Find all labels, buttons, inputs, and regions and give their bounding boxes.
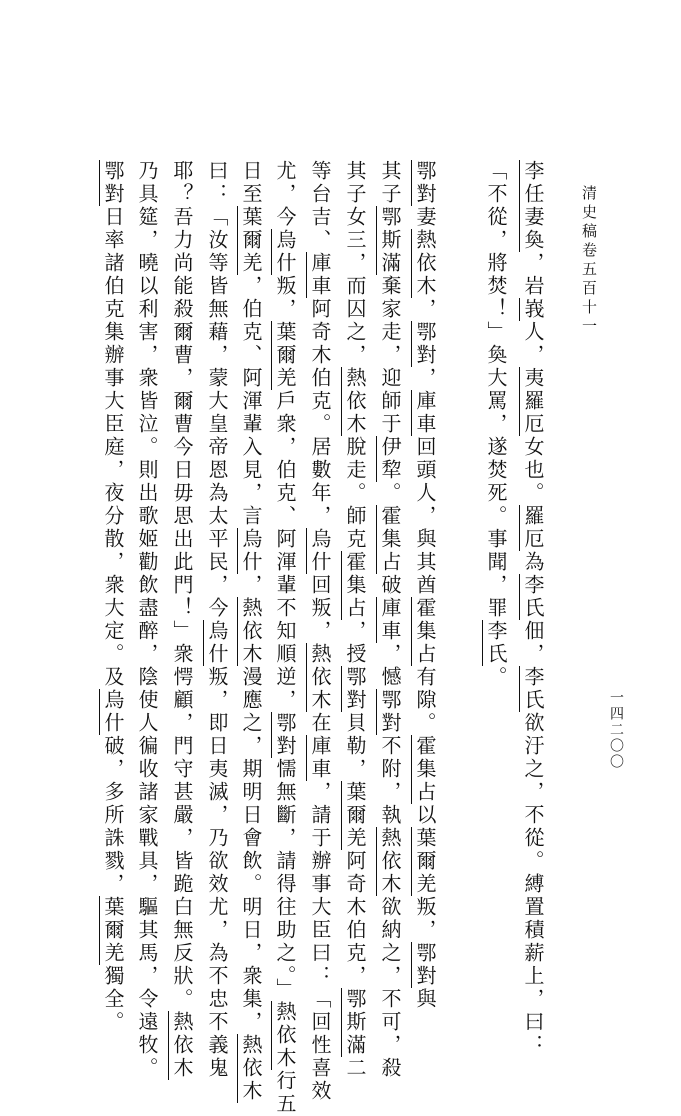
text-run: ，: [521, 252, 545, 275]
text-run: 人，: [521, 321, 545, 367]
text-run: ，伯克、阿渾輩入見，言: [239, 275, 263, 528]
text-run: 叛，即日夷滅，乃欲效尤，為不忠不義鬼: [205, 666, 229, 1080]
text-run: ，: [239, 574, 263, 597]
text-run: 。: [378, 482, 402, 505]
proper-name: 熱依木: [170, 1011, 194, 1080]
proper-name: 熱依木: [308, 643, 332, 712]
text-run: 回頭人，與其酋: [413, 436, 437, 597]
proper-name: 庫車: [413, 390, 437, 436]
text-run: 「不從，將焚！」奐大罵，遂焚死。事聞，罪: [484, 160, 508, 620]
text-run: 岩: [521, 275, 545, 298]
text-run: 不附，執: [378, 735, 402, 827]
proper-name: 鄂對: [413, 321, 437, 367]
text-run: 曰：「汝等皆無藉，蒙大皇帝恩為太平民，今: [205, 160, 229, 620]
text-run: 等台吉、: [308, 160, 332, 252]
text-run: 戶衆，伯克、阿渾輩不知順逆，: [273, 390, 297, 712]
text-run: 乃具筵，曉以利害，衆皆泣。則出歌姬勸飲盡醉，陰使人徧收諸家戰具，驅其馬，令遠牧。: [135, 160, 159, 1080]
text-run: 為: [521, 551, 545, 574]
page-number: 一四二〇〇: [608, 690, 624, 770]
proper-name: 熱依木: [239, 597, 263, 666]
proper-name: 鄂對: [413, 942, 437, 988]
text-run: 欲汙之，不從。縛置積薪上，曰：: [521, 712, 545, 1057]
text-column: [137, 160, 157, 1080]
proper-name: 烏什: [273, 229, 297, 275]
proper-name: 葉爾羌: [273, 321, 297, 390]
proper-name: 鄂對: [101, 160, 125, 206]
text-run: 日至: [239, 160, 263, 206]
proper-name: 鄂斯滿: [378, 206, 402, 275]
text-run: 欲納之，不可，殺: [378, 896, 402, 1080]
text-column: [310, 160, 330, 1103]
proper-name: 烏什: [239, 528, 263, 574]
text-run: 叛，: [273, 275, 297, 321]
proper-name: 李氏: [521, 666, 545, 712]
proper-name: 伊犂: [378, 436, 402, 482]
text-run: ，授: [343, 620, 367, 666]
text-column: [486, 160, 506, 689]
proper-name: 李氏: [484, 620, 508, 666]
text-column: [523, 160, 543, 1057]
proper-name: 庫車: [378, 597, 402, 643]
text-run: ，憾: [378, 643, 402, 689]
proper-name: 李任妻奐: [521, 160, 545, 252]
text-run: 破: [378, 574, 402, 597]
text-run: 阿奇木伯克。居數年，: [308, 298, 332, 528]
proper-name: 庫車: [308, 735, 332, 781]
text-run: 阿奇木伯克，: [343, 850, 367, 988]
proper-name: 烏什: [308, 528, 332, 574]
proper-name: 鄂對: [343, 666, 367, 712]
text-run: ，: [413, 367, 437, 390]
text-column: [103, 160, 123, 1034]
text-run: ，: [413, 298, 437, 321]
proper-name: 鄂斯滿: [343, 988, 367, 1057]
text-run: 有隙。: [413, 666, 437, 735]
proper-name: 霍集占: [413, 735, 437, 804]
proper-name: 熱依木: [343, 367, 367, 436]
proper-name: 葉爾羌: [101, 896, 125, 965]
proper-name: 熱依木: [378, 827, 402, 896]
proper-name: 庫車: [308, 252, 332, 298]
text-run: 佃，: [521, 620, 545, 666]
proper-name: 葉爾羌: [239, 206, 263, 275]
text-run: 以: [413, 804, 437, 827]
proper-name: 霍集占: [378, 505, 402, 574]
text-run: 回叛，: [308, 574, 332, 643]
text-column: [415, 160, 435, 1011]
text-run: 二: [343, 1057, 367, 1080]
proper-name: 霍集占: [343, 551, 367, 620]
text-run: 尤，今: [273, 160, 297, 229]
text-run: 棄家走，迎師于: [378, 275, 402, 436]
text-run: 懦無斷，請得往助之。」: [273, 758, 297, 1001]
text-run: 女也。: [521, 436, 545, 505]
proper-name: 熱依木: [273, 1001, 297, 1070]
text-run: 漫應之，期明日會飲。明日，衆集，: [239, 666, 263, 1034]
text-column: [241, 160, 261, 1103]
text-run: 在: [308, 712, 332, 735]
proper-name: 夷羅厄: [521, 367, 545, 436]
text-run: 耶？吾力尚能殺爾曹，爾曹今日毋思出此門！」衆愕顧，門守甚嚴，皆跪白無反狀。: [170, 160, 194, 1011]
proper-name: 葉爾羌: [413, 827, 437, 896]
text-run: 妻: [413, 206, 437, 229]
proper-name: 羅厄: [521, 505, 545, 551]
proper-name: 霍集占: [413, 597, 437, 666]
text-run: 其子: [378, 160, 402, 206]
text-run: 日率諸伯克集辦事大臣庭，夜分散，衆大定。及: [101, 206, 125, 689]
proper-name: 鄂對: [413, 160, 437, 206]
text-run: 脫走。師克: [343, 436, 367, 551]
proper-name: 烏什: [205, 620, 229, 666]
text-run: 貝勒，: [343, 712, 367, 781]
text-column: [380, 160, 400, 1080]
proper-name: 峩: [521, 298, 545, 321]
text-run: 與: [413, 988, 437, 1011]
proper-name: 熱依木: [239, 1034, 263, 1103]
text-column: [207, 160, 227, 1080]
text-run: 獨全。: [101, 965, 125, 1034]
text-run: 行五: [273, 1070, 297, 1116]
text-run: ，請于辦事大臣曰：「回性喜效: [308, 781, 332, 1103]
proper-name: 熱依木: [413, 229, 437, 298]
text-column: [172, 160, 192, 1080]
text-column: [345, 160, 365, 1080]
running-header: 清史稿卷五百十一: [580, 185, 598, 337]
text-run: 叛，: [413, 896, 437, 942]
proper-name: 烏什: [101, 689, 125, 735]
proper-name: 李氏: [521, 574, 545, 620]
text-column: [275, 160, 295, 1116]
text-run: 其子女三，而囚之，: [343, 160, 367, 367]
proper-name: 鄂對: [273, 712, 297, 758]
text-run: 破，多所誅戮，: [101, 735, 125, 896]
proper-name: 葉爾羌: [343, 781, 367, 850]
text-run: 。: [484, 666, 508, 689]
proper-name: 鄂對: [378, 689, 402, 735]
